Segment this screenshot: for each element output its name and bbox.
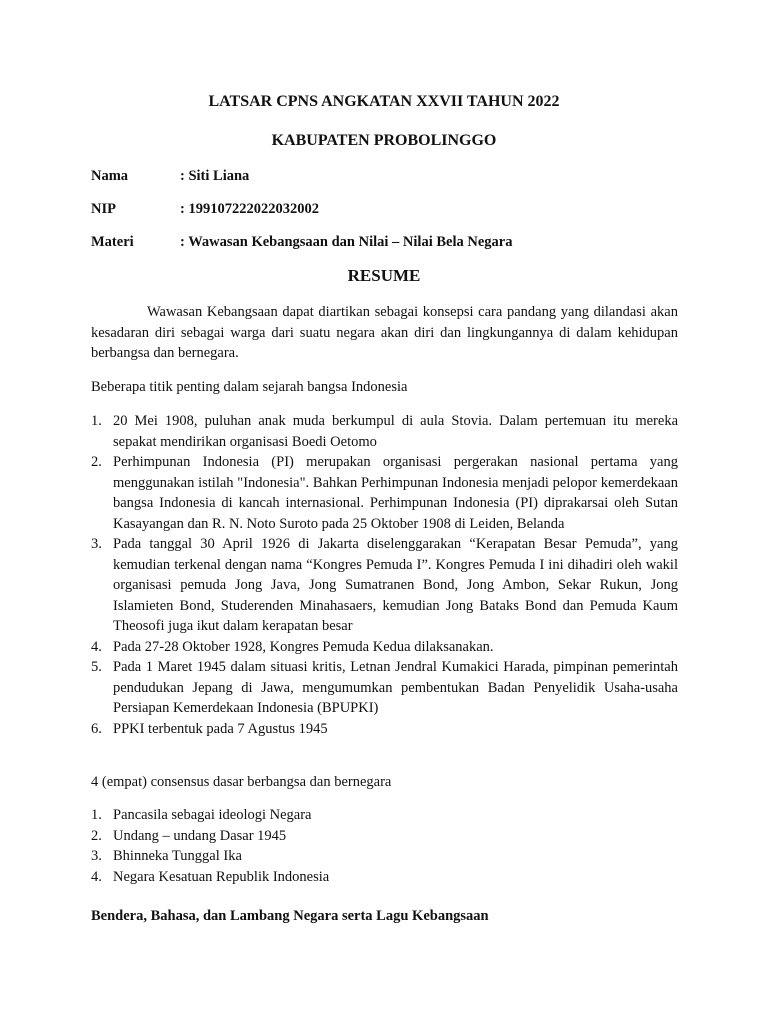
resume-heading: RESUME <box>347 266 421 285</box>
list-item-number: 3. <box>91 536 102 552</box>
list-item-number: 1. <box>91 413 102 429</box>
list-item <box>91 846 678 867</box>
list-item-text: Negara Kesatuan Republik Indonesia <box>113 868 330 885</box>
list-item-text: Bhinneka Tunggal Ika <box>113 848 242 864</box>
history-list <box>91 411 678 739</box>
document-title: LATSAR CPNS ANGKATAN XXVII TAHUN 2022 <box>208 93 560 110</box>
list-item-number: 2. <box>91 454 102 470</box>
list-item-text: Pada 27-28 Oktober 1928, Kongres Pemuda Kedua dilaksanakan. <box>113 638 494 655</box>
nip-label: NIP <box>91 201 116 217</box>
list-item-number: 4. <box>91 868 102 885</box>
list-item <box>91 826 678 847</box>
name-value: : Siti Liana <box>180 168 250 184</box>
intro-paragraph: Wawasan Kebangsaan dapat diartikan sebagai konsepsi cara pandang yang dilandasi akan kesadaran diri sebagai warga dari suatu negara akan diri dan lingkungannya di dalam kehidupan berbangsa dan bernegara. <box>91 304 678 361</box>
list-item <box>91 411 678 452</box>
list-item-text: PPKI terbentuk pada 7 Agustus 1945 <box>113 720 328 737</box>
list-item-number: 6. <box>91 720 102 737</box>
list-item-text: Pancasila sebagai ideologi Negara <box>113 807 312 823</box>
list-item <box>91 719 678 740</box>
materi-value: : Wawasan Kebangsaan dan Nilai – Nilai Bela Negara <box>180 234 513 250</box>
list-item-number: 3. <box>91 848 102 864</box>
nip-value: : 199107222022032002 <box>180 201 319 217</box>
document-subtitle: KABUPATEN PROBOLINGGO <box>271 132 497 149</box>
list-item-number: 5. <box>91 659 102 675</box>
list-item-text: Pada tanggal 30 April 1926 di Jakarta diselenggarakan “Kerapatan Besar Pemuda”, yang kemudian terkenal dengan nama “Kongres Pemuda I”. Kongres Pemuda I ini dihadiri oleh wakil organisasi pemuda Jong Java, Jong Sumatranen Bond, Jong Ambon, Sekar Rukun, Jong Islamieten Bond, Studerenden Minahasaers, kemudian Jong Bataks Bond dan Pemuda Kaum Theosofi juga ikut dalam kerapatan besar <box>113 536 678 634</box>
name-label: Nama <box>91 168 129 184</box>
list-item <box>91 452 678 534</box>
materi-label: Materi <box>91 234 134 250</box>
consensus-list <box>91 805 678 887</box>
list-item-text: Undang – undang Dasar 1945 <box>113 827 287 844</box>
consensus-heading: 4 (empat) consensus dasar berbangsa dan bernegara <box>91 774 392 790</box>
list-item-number: 4. <box>91 638 102 655</box>
section-heading: Bendera, Bahasa, dan Lambang Negara serta Lagu Kebangsaan <box>91 908 489 924</box>
list-item <box>91 657 678 719</box>
history-heading: Beberapa titik penting dalam sejarah bangsa Indonesia <box>91 379 408 395</box>
list-item <box>91 534 678 637</box>
list-item <box>91 637 678 658</box>
list-item-text: Perhimpunan Indonesia (PI) merupakan organisasi pergerakan nasional pertama yang menggunakan istilah "Indonesia". Bahkan Perhimpunan Indonesia menjadi pelopor kemerdekaan bangsa Indonesia di kancah internasional. Perhimpunan Indonesia (PI) diprakarsai oleh Sutan Kasayangan dan R. N. Noto Suroto pada 25 Oktober 1908 di Leiden, Belanda <box>113 454 678 532</box>
list-item <box>91 867 678 888</box>
list-item-text: Pada 1 Maret 1945 dalam situasi kritis, Letnan Jendral Kumakici Harada, pimpinan pemerintah pendudukan Jepang di Jawa, mengumumkan pembentukan Badan Penyelidik Usaha-usaha Persiapan Kemerdekaan Indonesia (BPUPKI) <box>113 659 678 716</box>
list-item-number: 1. <box>91 807 102 823</box>
list-item-text: 20 Mei 1908, puluhan anak muda berkumpul di aula Stovia. Dalam pertemuan itu mereka sepakat mendirikan organisasi Boedi Oetomo <box>113 413 678 450</box>
list-item-number: 2. <box>91 827 102 844</box>
list-item <box>91 805 678 826</box>
